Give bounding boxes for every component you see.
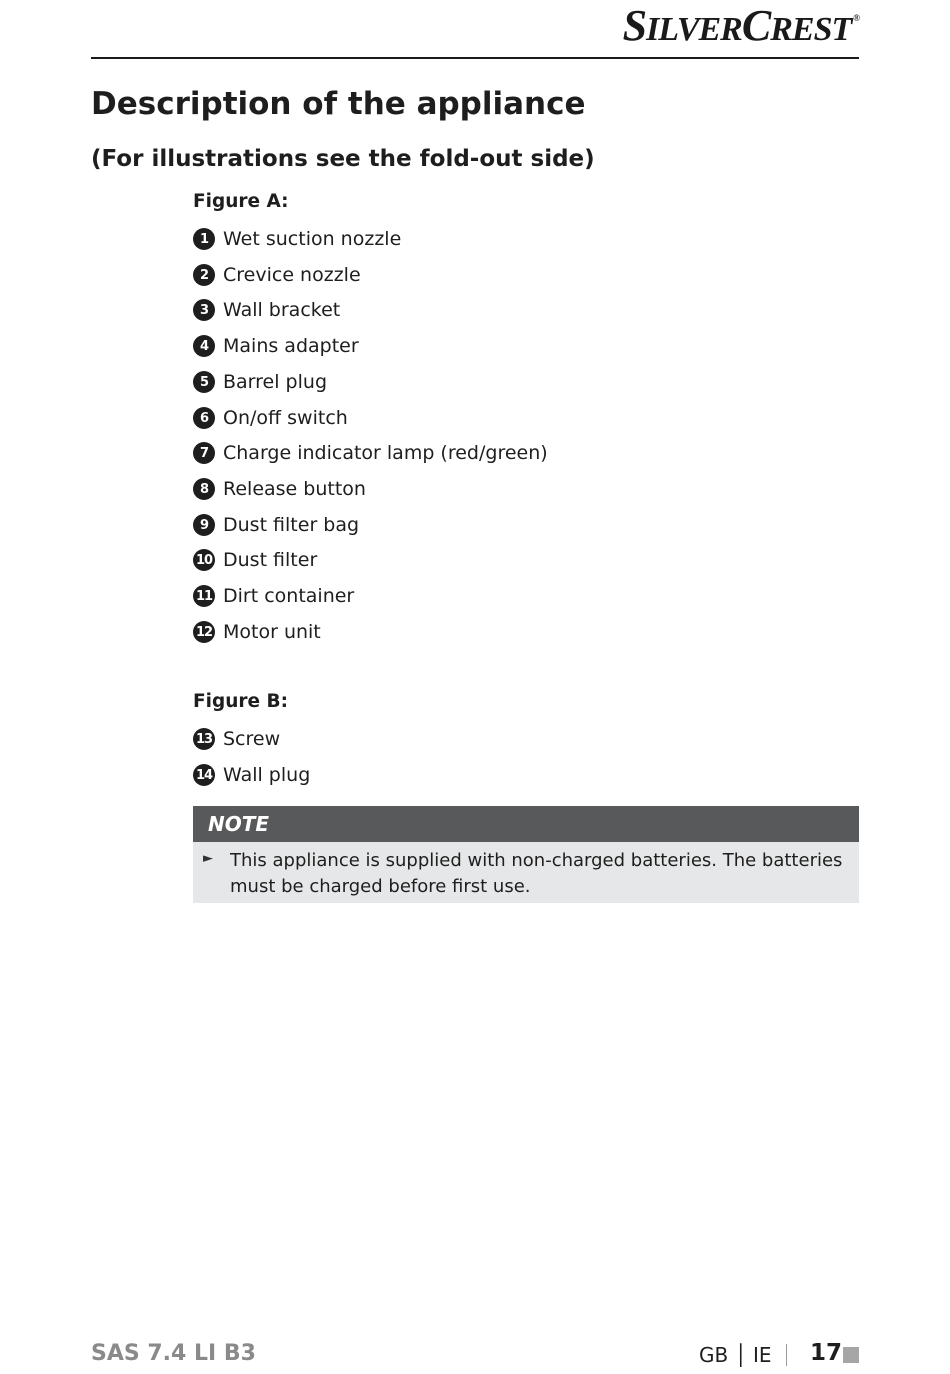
number-badge: 10 — [193, 549, 215, 571]
list-item — [193, 474, 366, 504]
number-badge: 3 — [193, 299, 215, 321]
list-item — [193, 581, 354, 611]
item-label: Dust filter bag — [223, 514, 360, 536]
list-item — [193, 403, 348, 433]
figure-b-title: Figure B: — [193, 691, 289, 712]
note-header — [193, 806, 859, 842]
number-badge: 8 — [193, 478, 215, 500]
triangle-right-icon: ► — [203, 851, 213, 866]
footer-language: GB │ IE — [699, 1343, 772, 1367]
logo-letter: C — [741, 1, 771, 50]
list-item — [193, 545, 317, 575]
list-item — [193, 295, 340, 325]
item-label: Wall bracket — [223, 299, 341, 321]
note-text: This appliance is supplied with non-charged batteries. The batteries must be charged before first use. — [230, 850, 843, 897]
page-number: 17 — [810, 1340, 843, 1366]
number-badge: 12 — [193, 621, 215, 643]
number-badge: 11 — [193, 585, 215, 607]
item-label: Screw — [223, 728, 281, 750]
list-item — [193, 224, 401, 254]
list-item — [193, 617, 321, 647]
item-label: Release button — [223, 478, 366, 500]
number-badge: 2 — [193, 264, 215, 286]
number-badge: 13 — [193, 728, 215, 750]
logo-letters: ILVER — [646, 11, 742, 48]
item-label: Crevice nozzle — [223, 264, 361, 286]
number-badge: 9 — [193, 514, 215, 536]
silvercrest-logo — [622, 1, 859, 50]
item-label: Dirt container — [223, 585, 355, 607]
list-item — [193, 760, 310, 790]
list-item — [193, 260, 361, 290]
figure-a-title: Figure A: — [193, 191, 289, 212]
note-title: NOTE — [208, 812, 270, 836]
logo-letters: REST — [770, 11, 852, 48]
item-label: Charge indicator lamp (red/green) — [223, 442, 548, 464]
number-badge: 1 — [193, 228, 215, 250]
item-label: Dust filter — [223, 549, 318, 571]
page-title: Description of the appliance — [91, 86, 586, 122]
header-rule — [91, 57, 859, 59]
item-label: Wall plug — [223, 764, 311, 786]
footer-divider — [786, 1344, 787, 1366]
list-item — [193, 367, 327, 397]
list-item — [193, 438, 548, 468]
item-label: On/off switch — [223, 407, 348, 429]
item-label: Barrel plug — [223, 371, 327, 393]
page-subtitle: (For illustrations see the fold-out side) — [91, 146, 595, 172]
page-marker-square — [843, 1347, 859, 1363]
item-label: Mains adapter — [223, 335, 359, 357]
list-item — [193, 510, 359, 540]
number-badge: 6 — [193, 407, 215, 429]
logo-letter: S — [622, 1, 647, 50]
list-item — [193, 724, 280, 754]
list-item — [193, 331, 359, 361]
item-label: Wet suction nozzle — [223, 228, 402, 250]
number-badge: 4 — [193, 335, 215, 357]
note-body — [193, 842, 859, 903]
footer-model: SAS 7.4 LI B3 — [91, 1341, 256, 1366]
number-badge: 5 — [193, 371, 215, 393]
registered-mark: ® — [853, 13, 859, 23]
number-badge: 7 — [193, 442, 215, 464]
item-label: Motor unit — [223, 621, 321, 643]
number-badge: 14 — [193, 764, 215, 786]
